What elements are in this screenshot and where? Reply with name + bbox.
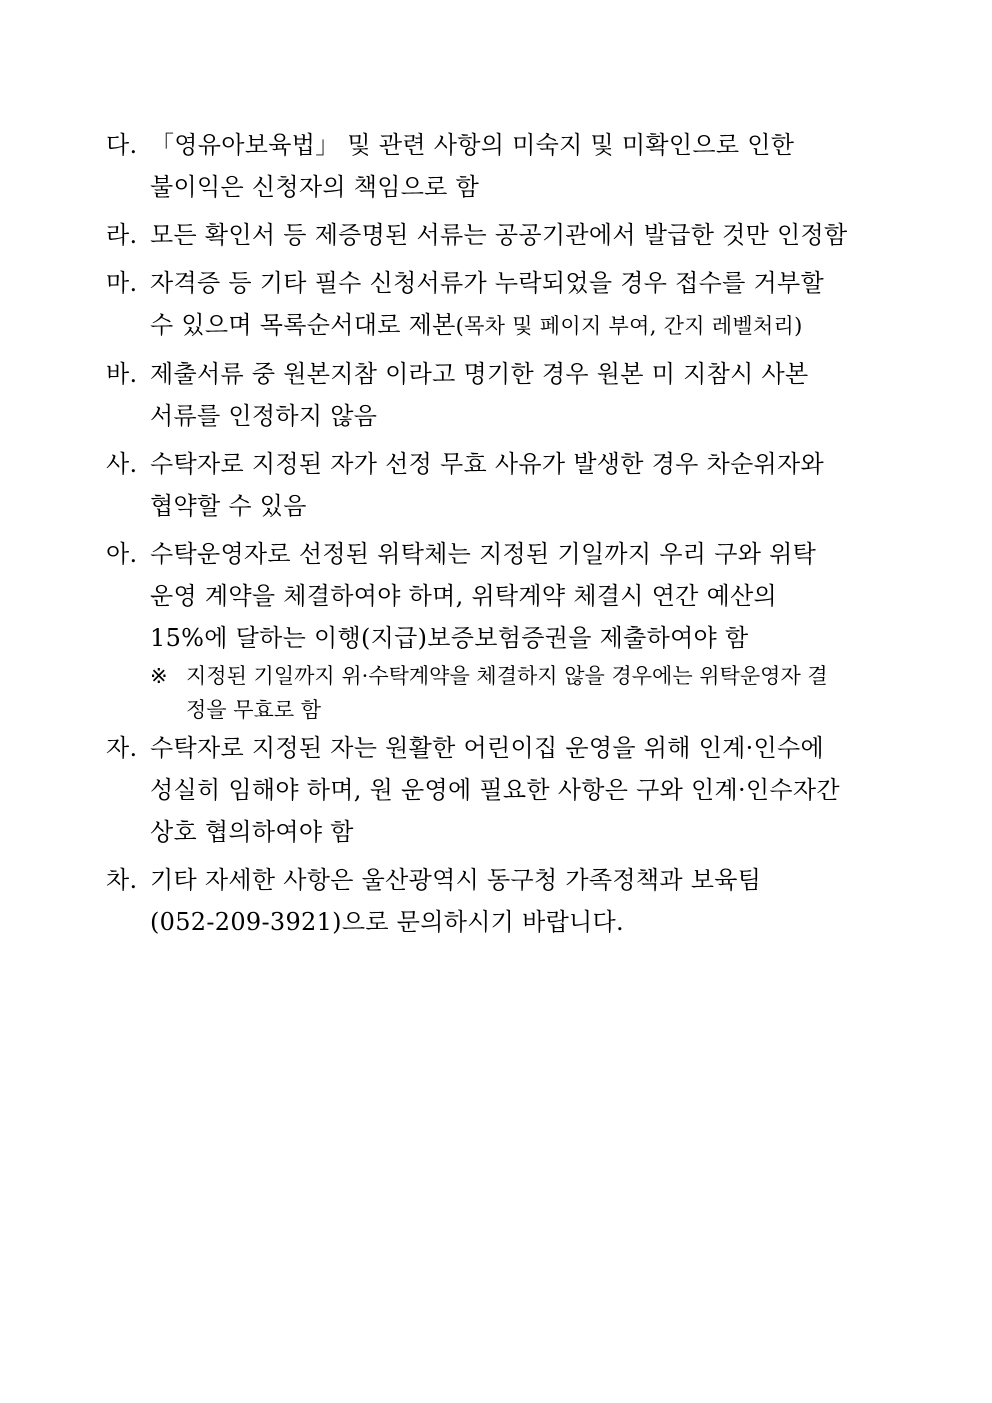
list-item-cha [106, 859, 906, 943]
item-marker: 라. [106, 221, 138, 249]
item-marker: 마. [106, 269, 138, 297]
item-marker: 사. [106, 450, 138, 478]
item-line: 제출서류 중 원본지참 이라고 명기한 경우 원본 미 지참시 사본 [150, 360, 809, 388]
item-line: 수탁자로 지정된 자가 선정 무효 사유가 발생한 경우 차순위자와 [150, 450, 825, 478]
item-marker: 아. [106, 540, 138, 568]
list-item-ra [106, 214, 906, 256]
item-line: 기타 자세한 사항은 울산광역시 동구청 가족정책과 보육팀 [150, 866, 762, 894]
item-marker: 자. [106, 734, 138, 762]
item-body [150, 214, 906, 256]
list-item-ja [106, 727, 906, 853]
note-line: 지정된 기일까지 위·수탁계약을 체결하지 않을 경우에는 위탁운영자 결 [186, 664, 828, 688]
item-body [150, 533, 906, 659]
item-line-part-small: (목차 및 페이지 부여, 간지 레벨처리) [455, 314, 803, 338]
item-marker: 다. [106, 131, 138, 159]
item-line: 모든 확인서 등 제증명된 서류는 공공기관에서 발급한 것만 인정함 [150, 221, 848, 249]
item-body [150, 727, 906, 853]
item-body [150, 443, 906, 527]
item-line: (052-209-3921)으로 문의하시기 바랍니다. [150, 908, 624, 936]
item-line: 수탁자로 지정된 자는 원활한 어린이집 운영을 위해 인계·인수에 [150, 734, 825, 762]
item-line: 협약할 수 있음 [150, 492, 307, 520]
list-item-ba [106, 353, 906, 437]
list-item-da [106, 124, 906, 208]
note-body [186, 659, 828, 727]
reference-mark-icon: ※ [150, 664, 168, 688]
item-line: 운영 계약을 체결하여야 하며, 위탁계약 체결시 연간 예산의 [150, 582, 778, 610]
item-body [150, 353, 906, 437]
item-line: 자격증 등 기타 필수 신청서류가 누락되었을 경우 접수를 거부할 [150, 269, 825, 297]
document-content [106, 124, 906, 943]
item-marker: 차. [106, 866, 138, 894]
item-line: 상호 협의하여야 함 [150, 818, 354, 846]
item-body [150, 124, 906, 208]
note-block [150, 659, 906, 727]
item-line: 성실히 임해야 하며, 원 운영에 필요한 사항은 구와 인계·인수자간 [150, 776, 840, 804]
note-line: 정을 무효로 함 [186, 698, 322, 722]
item-body [150, 859, 906, 943]
item-marker: 바. [106, 360, 138, 388]
item-line: 수탁운영자로 선정된 위탁체는 지정된 기일까지 우리 구와 위탁 [150, 540, 817, 568]
item-line-part: 수 있으며 목록순서대로 제본 [150, 311, 456, 339]
item-line: 서류를 인정하지 않음 [150, 402, 378, 430]
item-line: 15%에 달하는 이행(지급)보증보험증권을 제출하여야 함 [150, 624, 749, 652]
item-line: 불이익은 신청자의 책임으로 함 [150, 173, 480, 201]
list-item-a [106, 533, 906, 659]
item-line: 「영유아보육법」 및 관련 사항의 미숙지 및 미확인으로 인한 [150, 131, 795, 159]
item-line [150, 304, 906, 347]
item-body [150, 262, 906, 347]
list-item-ma [106, 262, 906, 347]
list-item-sa [106, 443, 906, 527]
